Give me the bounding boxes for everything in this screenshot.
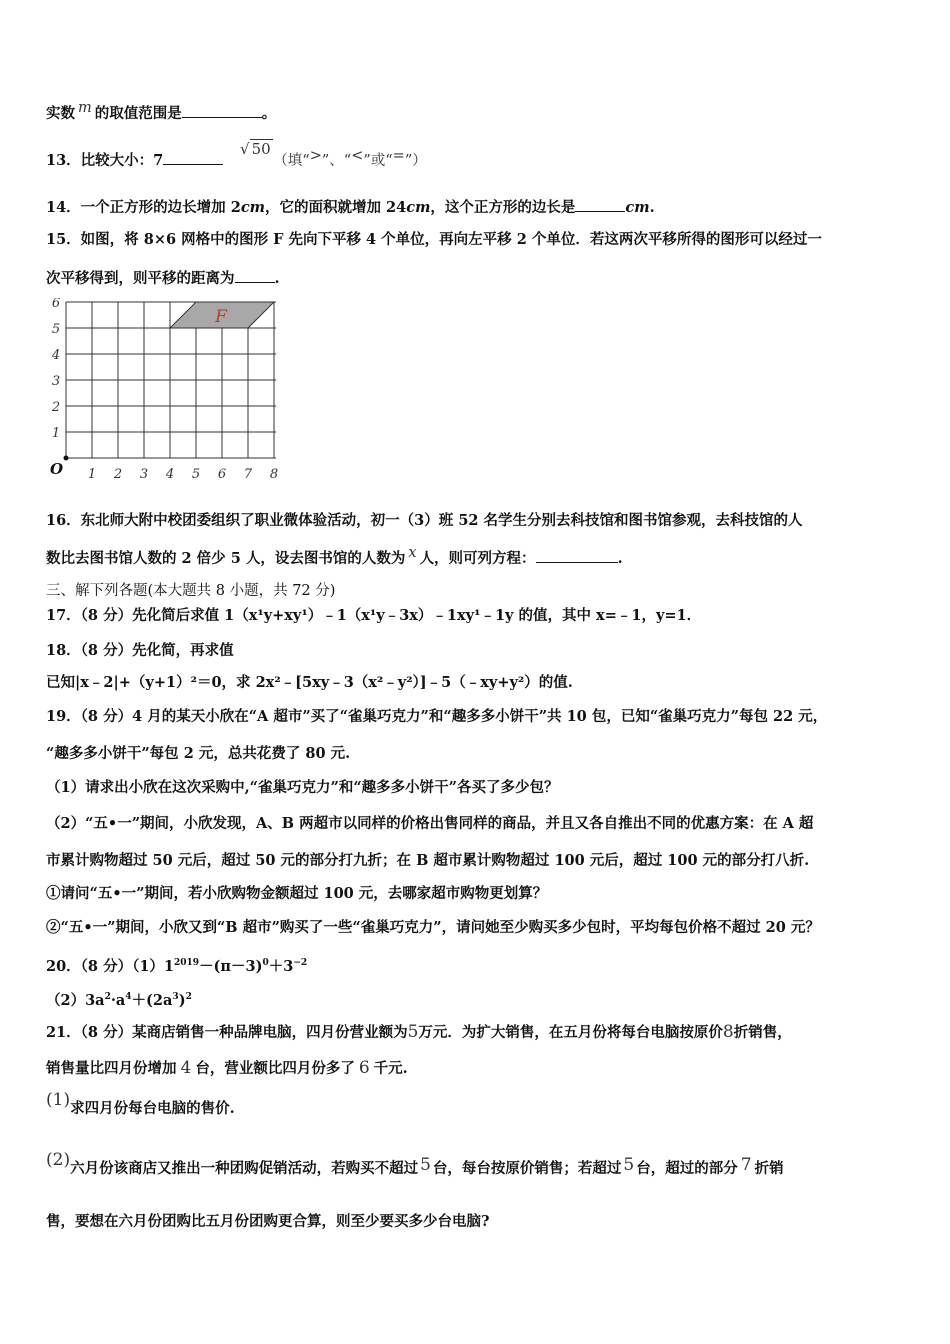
q20-line-2 xyxy=(46,987,192,1011)
q16-text-a: 数比去图书馆人数的 2 倍少 5 人，设去图书馆的人数为 xyxy=(46,550,406,567)
q19-line-2: “趣多多小饼干”每包 2 元，总共花费了 80 元. xyxy=(46,745,351,762)
x-tick-1: 1 xyxy=(87,467,97,482)
q14-answer-blank[interactable] xyxy=(575,197,625,212)
q19-part-2-line-1: （2）“五•一”期间，小欣发现，A、B 两超市以同样的价格出售同样的商品，并且又各自推出不同的优惠方案：在 A 超 xyxy=(46,815,814,832)
origin-label: O xyxy=(50,460,64,478)
q20-exp-a4: 4 xyxy=(125,992,132,1002)
q19-part-2-line-2: 市累计购物超过 50 元后，超过 50 元的部分打九折；在 B 超市累计购物超过 100 元后，超过 100 元的部分打八折. xyxy=(46,852,810,869)
q21-part-1-label: (1) xyxy=(46,1090,71,1110)
q21-text-b: 万元．为扩大销售，在五月份将每台电脑按原价 xyxy=(418,1024,723,1041)
q20-exp-a2: 2 xyxy=(104,992,111,1002)
q13-sep2: ”或“ xyxy=(363,153,393,169)
q20-exp-0: 0 xyxy=(262,958,269,968)
var-m: m xyxy=(78,100,92,116)
y-tick-1: 1 xyxy=(51,426,61,441)
q13-sep1: ”、“ xyxy=(321,153,352,169)
q17-line: 17．（8 分）先化简后求值 1（x¹y+xy¹）﹣1（x¹y﹣3x）﹣1xy¹﹣1y 的值，其中 x=﹣1，y=1． xyxy=(46,607,702,624)
var-x: x xyxy=(408,545,417,561)
q14-line xyxy=(46,197,655,218)
sqrt-radicand: 50 xyxy=(251,140,271,158)
q19-sub-2: ②“五•一”期间，小欣又到“B 超市”购买了一些“雀巢巧克力”，请问她至少购买多少包时，平均每包价格不超过 20 元？ xyxy=(46,919,820,936)
x-tick-3: 3 xyxy=(139,467,149,482)
q12-end: 。 xyxy=(261,105,277,122)
q21-num-4: 4 xyxy=(180,1058,192,1078)
q21-text-d: 销售量比四月份增加 xyxy=(46,1060,177,1077)
q16-line-1: 16．东北师大附中校团委组织了职业微体验活动，初一（3）班 52 名学生分别去科技馆和图书馆参观，去科技馆的人 xyxy=(46,512,803,529)
q14-unit-2: cm xyxy=(406,199,431,216)
shape-f-label: F xyxy=(215,307,227,327)
q21-part-2-num-5a: 5 xyxy=(420,1155,431,1175)
q20-text-b: －(π－3) xyxy=(199,957,263,975)
q18-line-2: 已知|x﹣2|+（y+1）²＝0，求 2x²﹣[5xy﹣3（x²﹣y²）]﹣5（﹣xy+y²）的值. xyxy=(46,674,573,691)
q21-num-8: 8 xyxy=(722,1022,734,1042)
q20-text-c3: ＋(2a xyxy=(131,991,173,1009)
section-3-heading: 三、解下列各题(本大题共 8 小题，共 72 分) xyxy=(46,583,336,599)
x-tick-8: 8 xyxy=(269,467,279,482)
q21-part-2-num-5b: 5 xyxy=(623,1155,635,1175)
q14-unit-3: cm xyxy=(625,199,650,216)
q13-gt: > xyxy=(309,148,322,164)
q21-part-1 xyxy=(46,1090,235,1119)
q21-line-2 xyxy=(46,1058,408,1079)
q16-line-2 xyxy=(46,545,623,569)
q12-text-a: 实数 xyxy=(46,105,75,122)
x-tick-7: 7 xyxy=(243,467,253,482)
q20-text-a: 20．（8 分）（1）1 xyxy=(46,957,174,975)
x-tick-4: 4 xyxy=(165,467,175,482)
q21-part-2-text-c: 台，超过的部分 xyxy=(636,1160,738,1177)
q21-part-2-num-7: 7 xyxy=(740,1155,752,1175)
q20-exp-a3: 3 xyxy=(172,992,179,1002)
q13-text: 13．比较大小：7 xyxy=(46,152,164,169)
y-tick-3: 3 xyxy=(51,374,61,389)
q16-end: . xyxy=(617,550,623,567)
q18-line-1: 18．（8 分）先化简，再求值 xyxy=(46,642,234,659)
q14-text-c: ，这个正方形的边长是 xyxy=(430,199,576,216)
q15-end: . xyxy=(274,270,280,287)
grid-figure xyxy=(46,298,286,484)
q13-answer-blank[interactable] xyxy=(163,150,223,165)
y-tick-2: 2 xyxy=(51,400,61,415)
q21-part-2-line-2: 售，要想在六月份团购比五月份团购更合算，则至少要买多少台电脑? xyxy=(46,1213,490,1230)
q14-unit-1: cm xyxy=(240,199,265,216)
q13-hint-end: ”） xyxy=(404,153,427,169)
q21-num-5: 5 xyxy=(407,1022,419,1042)
q14-text-a: 14．一个正方形的边长增加 2 xyxy=(46,199,241,216)
q12-line xyxy=(46,100,277,124)
q20-text-c: ＋3 xyxy=(268,957,294,975)
q21-line-1 xyxy=(46,1022,792,1043)
q21-num-6: 6 xyxy=(358,1058,370,1078)
q19-part-1: （1）请求出小欣在这次采购中,“雀巢巧克力”和“趣多多小饼干”各买了多少包？ xyxy=(46,779,559,796)
q21-part-2-text-d: 折销 xyxy=(754,1160,784,1177)
x-tick-2: 2 xyxy=(113,467,123,482)
y-tick-5: 5 xyxy=(51,322,61,337)
q15-answer-blank[interactable] xyxy=(235,268,275,283)
q21-part-1-text: 求四月份每台电脑的售价. xyxy=(70,1100,235,1117)
q14-end: . xyxy=(649,199,655,216)
q19-sub-1: ①请问“五•一”期间，若小欣购物金额超过 100 元，去哪家超市购物更划算？ xyxy=(46,885,548,902)
q20-line-1 xyxy=(46,953,307,977)
q20-text-c4: ) xyxy=(178,991,186,1009)
origin-dot xyxy=(64,456,69,461)
q15-text: 次平移得到，则平移的距离为 xyxy=(46,270,235,287)
q20-exp-outer2: 2 xyxy=(185,992,192,1002)
q21-part-2-text-b: 台，每台按原价销售；若超过 xyxy=(432,1160,622,1177)
sqrt-50: √ 50 xyxy=(240,140,271,158)
q21-text-e: 台，营业额比四月份多了 xyxy=(195,1060,355,1077)
q15-line-2 xyxy=(46,268,280,289)
q21-text-c: 折销售， xyxy=(733,1024,792,1041)
x-tick-labels xyxy=(88,467,278,482)
q13-lt: < xyxy=(351,148,364,164)
x-tick-6: 6 xyxy=(217,467,227,482)
q19-line-1: 19．（8 分）4 月的某天小欣在“A 超市”买了“雀巢巧克力”和“趣多多小饼干”共 10 包，已知“雀巢巧克力”每包 22 元， xyxy=(46,708,828,725)
q12-text-b: 的取值范围是 xyxy=(94,105,182,122)
q13-eq: = xyxy=(392,148,405,164)
q14-text-b: ，它的面积就增加 24 xyxy=(265,199,407,216)
q21-text-a: 21．（8 分）某商店销售一种品牌电脑，四月份营业额为 xyxy=(46,1024,408,1041)
x-tick-5: 5 xyxy=(191,467,201,482)
q13-line xyxy=(46,150,427,171)
q12-answer-blank[interactable] xyxy=(182,103,262,118)
q21-text-f: 千元. xyxy=(373,1060,408,1077)
q20-exp-neg2: −2 xyxy=(293,958,308,968)
q21-part-2-label: (2) xyxy=(46,1150,71,1170)
q20-exp-2019: 2019 xyxy=(174,958,200,968)
q13-hint-a: （填“ xyxy=(273,153,310,169)
y-tick-labels xyxy=(51,298,60,441)
q21-part-2-text-a: 六月份该商店又推出一种团购促销活动，若购买不超过 xyxy=(70,1160,419,1177)
y-tick-4: 4 xyxy=(51,348,61,363)
q21-part-2-line-1 xyxy=(46,1150,784,1179)
y-tick-6: 6 xyxy=(51,298,61,311)
q16-answer-blank[interactable] xyxy=(536,548,618,563)
q20-text-c2: ·a xyxy=(110,991,126,1009)
q16-text-b: 人，则可列方程： xyxy=(419,550,536,567)
q15-line-1: 15．如图，将 8×6 网格中的图形 F 先向下平移 4 个单位，再向左平移 2 个单位．若这两次平移所得的图形可以经过一 xyxy=(46,231,822,248)
q20-text-c1: （2）3a xyxy=(46,991,105,1009)
